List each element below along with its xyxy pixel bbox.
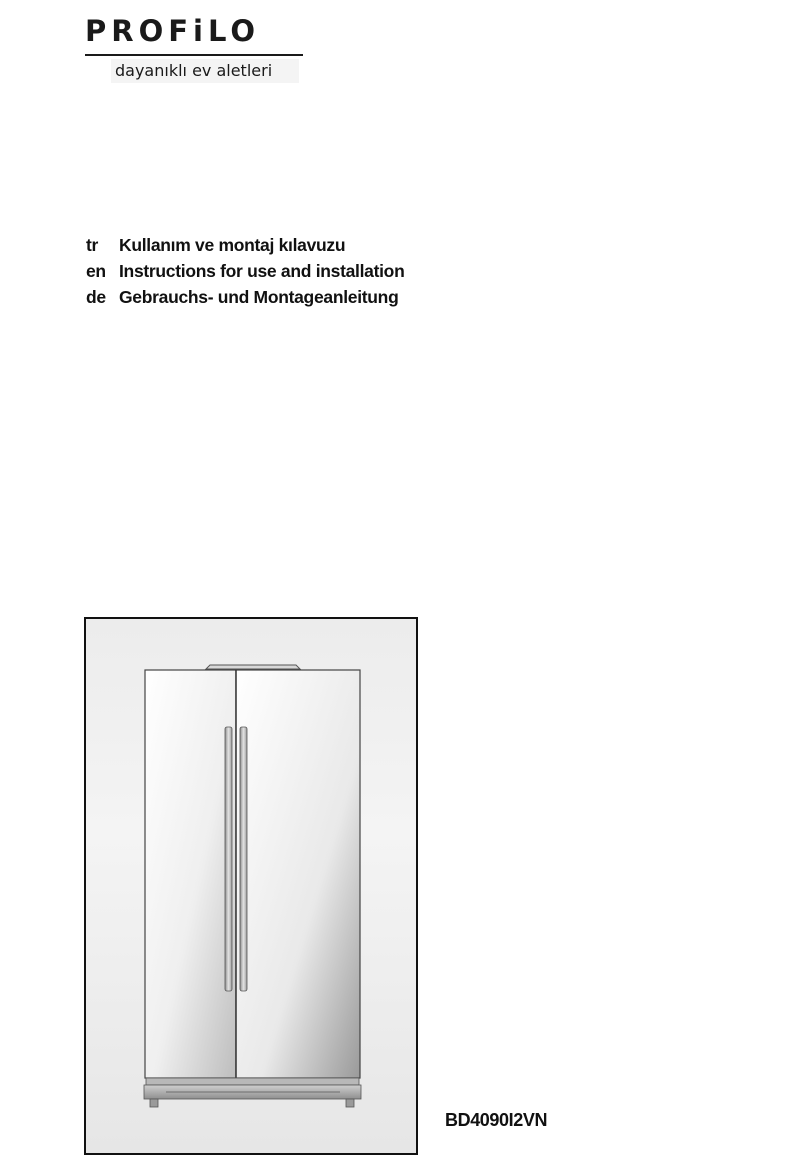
language-item-en [86,258,404,284]
fridge-door [236,670,360,1078]
brand-logo [85,12,303,83]
refrigerator-illustration [86,619,416,1153]
base-trim [146,1078,359,1085]
brand-name: PROFiLO [85,14,261,48]
freezer-door-handle [225,727,232,991]
fridge-door-handle [240,727,247,991]
right-foot [346,1099,354,1107]
language-code: de [86,287,106,307]
model-number: BD4090I2VN [445,1110,548,1130]
language-code: en [86,261,106,281]
product-image-frame [84,617,418,1155]
language-title: Kullanım ve montaj kılavuzu [119,235,346,255]
language-item-de [86,284,404,310]
top-hinge-cover [206,665,300,669]
language-title: Gebrauchs- und Montageanleitung [119,287,399,307]
language-title: Instructions for use and installation [119,261,405,281]
brand-tagline: dayanıklı ev aletleri [111,59,299,83]
brand-underline [85,54,303,56]
freezer-door [145,670,236,1078]
left-foot [150,1099,158,1107]
language-title-list [86,232,404,310]
language-code: tr [86,235,99,255]
language-item-tr [86,232,404,258]
